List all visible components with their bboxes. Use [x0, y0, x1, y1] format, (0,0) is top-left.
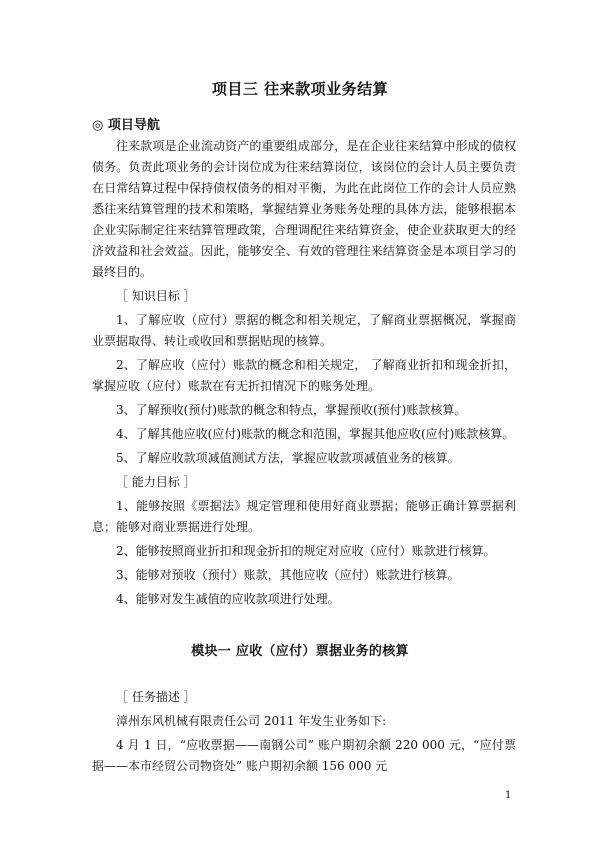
knowledge-item: 3、了解预收(预付)账款的概念和特点，掌握预收(预付)账款核算。: [116, 403, 467, 417]
task-line: 4 月 1 日，“应收票据——南钢公司” 账户期初余额 220 000 元，“应付票据——本市经贸公司物资处” 账户期初余额 156 000 元: [92, 738, 516, 773]
project-title: 项目三 往来款项业务结算: [211, 80, 389, 98]
knowledge-item: 5、了解应收款项减值测试方法，掌握应收款项减值业务的核算。: [116, 451, 460, 465]
page-number: 1: [505, 790, 512, 801]
project-navigation-heading: ◎ 项目导航: [92, 118, 160, 133]
task-description-heading: ［ 任务描述 ］: [116, 690, 196, 704]
task-section: [92, 684, 516, 777]
objectives-section: [92, 136, 516, 610]
intro-paragraph: 往来款项是企业流动资产的重要组成部分，是在企业往来结算中形成的债权债务。负责此项业务的会计岗位成为往来结算岗位，该岗位的会计人员主要负责在日常结算过程中保持债权债务的相对平衡，为此在此岗位工作的会计人员应熟悉往来结算管理的技术和策略，掌握结算业务账务处理的具体方法，能够根据本企业实际制定往来结算管理政策，合理调配往来结算资金，使企业获取更大的经济效益和社会效益。因此，能够安全、有效的管理往来结算资金是本项目学习的最终目的。: [92, 139, 516, 279]
knowledge-item: 2、了解应收（应付）账款的概念和相关规定， 了解商业折扣和现金折扣，掌握应收（应付）账款在有无折扣情况下的账务处理。: [92, 358, 516, 393]
knowledge-item: 4、了解其他应收(应付)账款的概念和范围，掌握其他应收(应付)账款核算。: [116, 427, 515, 441]
knowledge-objectives-heading: ［ 知识目标 ］: [116, 289, 196, 303]
ability-item: 4、能够对发生减值的应收款项进行处理。: [116, 592, 340, 606]
knowledge-item: 1、了解应收（应付）票据的概念和相关规定，了解商业票据概况，掌握商业票据取得、转让或收回和票据贴现的核算。: [92, 313, 516, 348]
ability-item: 3、能够对预收（预付）账款，其他应收（应付）账款进行核算。: [116, 568, 460, 582]
ability-objectives-heading: ［ 能力目标 ］: [116, 475, 196, 489]
ability-item: 1、能够按照《票据法》规定管理和使用好商业票据；能够正确计算票据利息；能够对商业票据进行处理。: [92, 499, 516, 534]
task-line: 漳州东风机械有限责任公司 2011 年发生业务如下:: [116, 714, 387, 728]
module-title: 模块一 应收（应付）票据业务的核算: [191, 644, 409, 659]
ability-item: 2、能够按照商业折扣和现金折扣的规定对应收（应付）账款进行核算。: [116, 544, 496, 558]
